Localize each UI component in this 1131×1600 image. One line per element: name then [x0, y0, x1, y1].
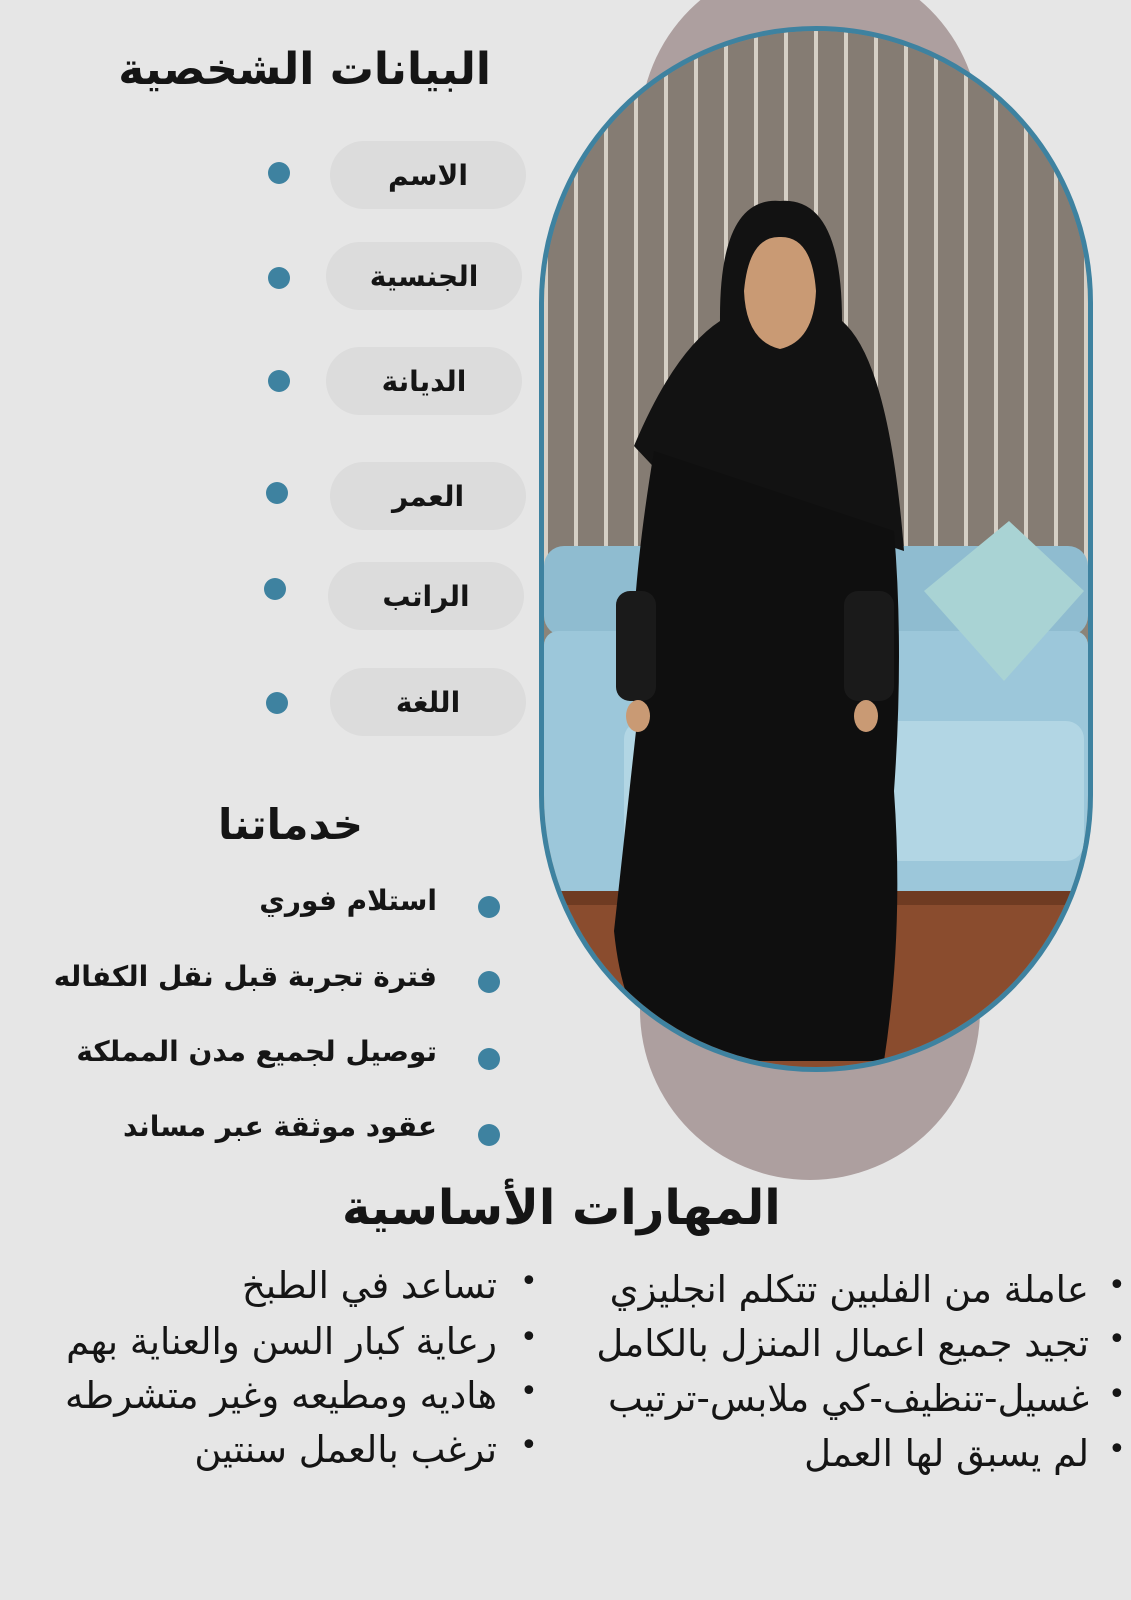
personal-info-title: البيانات الشخصية	[118, 44, 491, 95]
skill-item: عاملة من الفلبين تتكلم انجليزي	[609, 1268, 1089, 1311]
bullet: •	[520, 1428, 538, 1463]
skill-item: رعاية كبار السن والعناية بهم	[66, 1320, 497, 1363]
bullet-dot	[478, 971, 500, 993]
label-salary: الراتب	[328, 562, 524, 630]
bullet-dot	[268, 267, 290, 289]
bullet: •	[520, 1374, 538, 1409]
bullet: •	[1108, 1377, 1126, 1412]
bullet: •	[1108, 1268, 1126, 1303]
service-item: فترة تجربة قبل نقل الكفاله	[53, 960, 437, 993]
bullet: •	[520, 1264, 538, 1299]
service-item: توصيل لجميع مدن المملكة	[76, 1035, 437, 1068]
bullet: •	[520, 1320, 538, 1355]
label-language: اللغة	[330, 668, 526, 736]
skill-item: تجيد جميع اعمال المنزل بالكامل	[596, 1322, 1089, 1365]
service-item: استلام فوري	[259, 884, 437, 917]
bullet-dot	[264, 578, 286, 600]
bullet-dot	[266, 482, 288, 504]
worker-photo	[539, 26, 1093, 1072]
label-nationality: الجنسية	[326, 242, 522, 310]
worker-photo-illustration	[544, 31, 1088, 1067]
bullet-dot	[266, 692, 288, 714]
bullet-dot	[478, 1048, 500, 1070]
label-age: العمر	[330, 462, 526, 530]
skill-item: لم يسبق لها العمل	[804, 1432, 1089, 1475]
skill-item: ترغب بالعمل سنتين	[194, 1428, 497, 1471]
label-religion: الديانة	[326, 347, 522, 415]
label-name: الاسم	[330, 141, 526, 209]
skill-item: غسيل-تنظيف-كي ملابس-ترتيب	[608, 1377, 1089, 1420]
bullet: •	[1108, 1432, 1126, 1467]
bullet-dot	[478, 1124, 500, 1146]
bullet-dot	[478, 896, 500, 918]
bullet: •	[1108, 1322, 1126, 1357]
skill-item: هاديه ومطيعه وغير متشرطه	[64, 1374, 497, 1417]
skills-title: المهارات الأساسية	[342, 1180, 781, 1236]
services-title: خدماتنا	[218, 800, 363, 849]
service-item: عقود موثقة عبر مساند	[123, 1110, 437, 1143]
skill-item: تساعد في الطبخ	[241, 1264, 497, 1307]
bullet-dot	[268, 370, 290, 392]
bullet-dot	[268, 162, 290, 184]
